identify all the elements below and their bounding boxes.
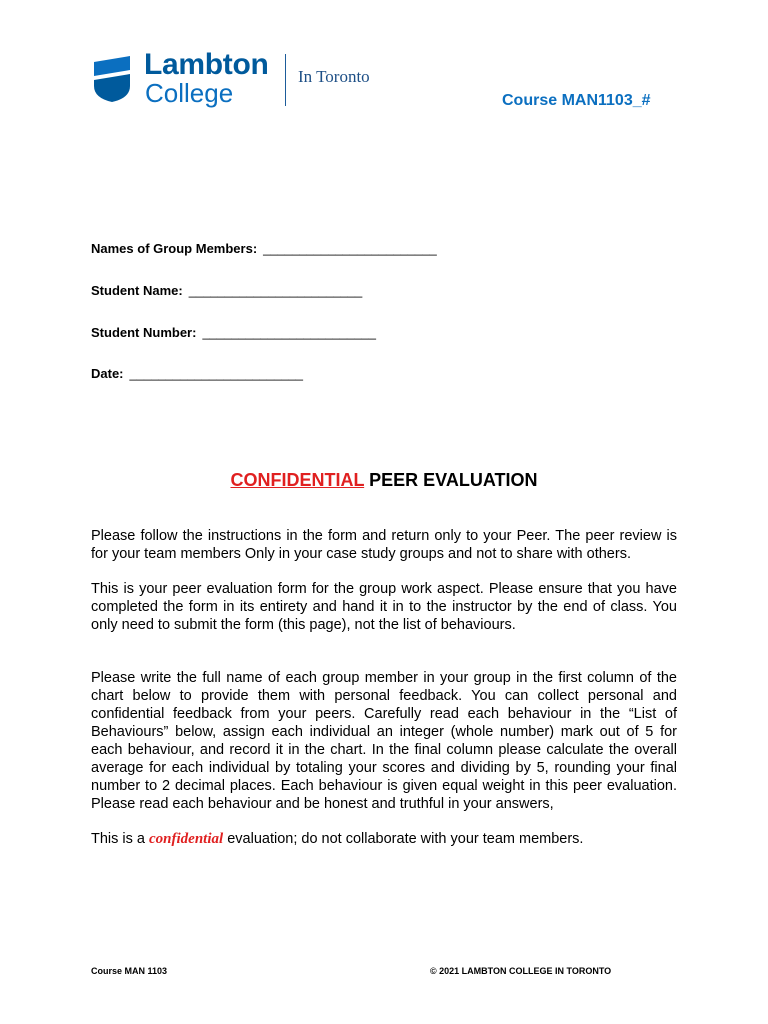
field-label: Student Name: [91,283,183,298]
note-after: evaluation; do not collaborate with your team members. [223,831,584,847]
field-label: Date: [91,366,124,381]
blank-line[interactable]: ________________________ [188,283,363,298]
confidential-label: CONFIDENTIAL [230,470,365,490]
student-name-field[interactable] [91,283,362,298]
blank-line[interactable]: ________________________ [202,325,376,340]
instructions-paragraph-1: Please follow the instructions in the form and return only to your Peer. The peer review is for your team members Only in your case study groups and not to share with others. [91,528,677,562]
blank-line[interactable]: ________________________ [129,366,304,381]
blank-line[interactable]: ________________________ [263,241,437,256]
confidentiality-note [91,830,677,848]
shield-logo-icon [92,54,132,104]
student-number-field[interactable] [91,325,376,340]
group-members-field[interactable] [91,241,437,256]
page-title [0,470,768,491]
logo-name-line2: College [145,78,234,108]
title-rest: PEER EVALUATION [364,470,538,490]
instructions-paragraph-3: Please write the full name of each group member in your group in the first column of the chart below to provide them with personal feedback. You can collect personal and confidential feedback from your peers. Carefully read each behaviour in the “List of Behaviours” below, assign each individual an integer (whole number) mark out of 5 for each behaviour, and record it in the chart. In the final column please calculate the overall average for each individual by totaling your scores and dividing by 5, rounding your final number to 2 decimal places. Each behaviour is given equal weight in this peer evaluation. Please read each behaviour and be honest and truthful in your answers, [91,670,677,812]
note-before: This is a [91,831,150,847]
instructions-paragraph-2: This is your peer evaluation form for the group work aspect. Please ensure that you have completed the form in its entirety and hand it in to the instructor by the end of class. You only need to submit the form (this page), not the list of behaviours. [91,581,677,633]
college-logo [92,50,382,110]
footer-copyright: © 2021 LAMBTON COLLEGE IN TORONTO [430,966,612,976]
logo-location: In Toronto [298,67,370,86]
field-label: Student Number: [91,325,197,340]
course-title: Course MAN1103_# [502,92,651,109]
confidential-emphasis: confidential [149,831,224,847]
logo-name-line1: Lambton [144,48,269,81]
field-label: Names of Group Members: [91,241,258,256]
date-field[interactable] [91,366,303,381]
footer-course: Course MAN 1103 [91,966,168,976]
logo-divider [285,54,286,106]
